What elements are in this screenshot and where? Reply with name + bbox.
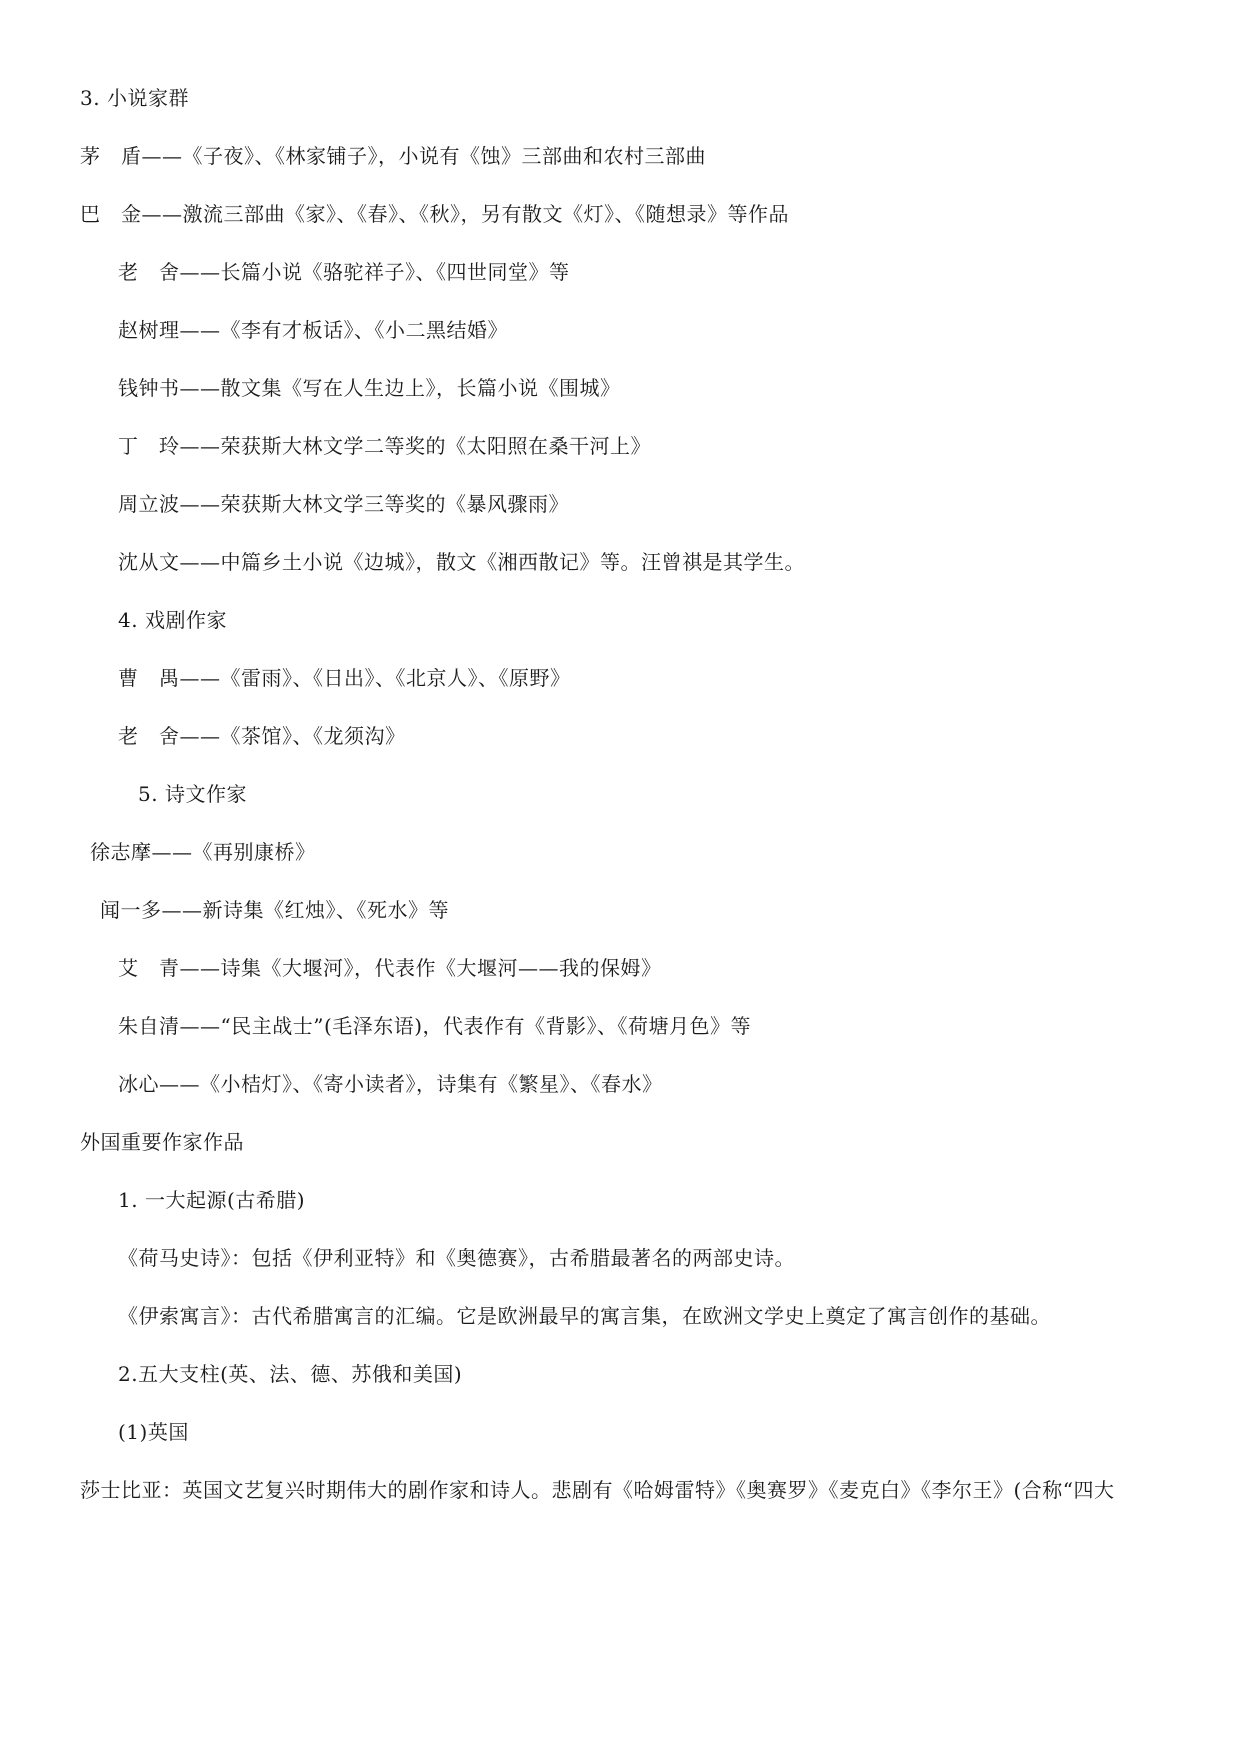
entry-zhao-shuli: 赵树理——《李有才板话》、《小二黑结婚》 bbox=[118, 318, 508, 342]
heading-novelists: 3. 小说家群 bbox=[80, 86, 189, 110]
entry-ai-qing: 艾 青——诗集《大堰河》，代表作《大堰河——我的保姆》 bbox=[118, 956, 662, 980]
heading-ancient-greece: 1. 一大起源(古希腊) bbox=[118, 1188, 306, 1212]
entry-zhu-ziqing: 朱自清——“民主战士”(毛泽东语)，代表作有《背影》、《荷塘月色》等 bbox=[118, 1014, 752, 1038]
heading-foreign-works: 外国重要作家作品 bbox=[80, 1130, 244, 1154]
entry-lao-she-novel: 老 舍——长篇小说《骆驼祥子》、《四世同堂》等 bbox=[118, 260, 570, 284]
entry-ba-jin: 巴 金——激流三部曲《家》、《春》、《秋》，另有散文《灯》、《随想录》等作品 bbox=[80, 202, 789, 226]
entry-shen-congwen: 沈从文——中篇乡土小说《边城》，散文《湘西散记》等。汪曾祺是其学生。 bbox=[118, 550, 805, 574]
heading-dramatists: 4. 戏剧作家 bbox=[118, 608, 227, 632]
entry-aesop-fables: 《伊索寓言》：古代希腊寓言的汇编。它是欧洲最早的寓言集，在欧洲文学史上奠定了寓言创作的基础。 bbox=[118, 1304, 1051, 1328]
entry-wen-yiduo: 闻一多——新诗集《红烛》、《死水》等 bbox=[100, 898, 449, 922]
heading-poets: 5. 诗文作家 bbox=[138, 782, 247, 806]
entry-homer-epics: 《荷马史诗》：包括《伊利亚特》和《奥德赛》，古希腊最著名的两部史诗。 bbox=[118, 1246, 795, 1270]
entry-qian-zhongshu: 钱钟书——散文集《写在人生边上》，长篇小说《围城》 bbox=[118, 376, 621, 400]
heading-england: (1)英国 bbox=[118, 1420, 189, 1444]
entry-xu-zhimo: 徐志摩——《再别康桥》 bbox=[90, 840, 316, 864]
entry-ding-ling: 丁 玲——荣获斯大林文学二等奖的《太阳照在桑干河上》 bbox=[118, 434, 651, 458]
entry-zhou-libo: 周立波——荣获斯大林文学三等奖的《暴风骤雨》 bbox=[118, 492, 569, 516]
entry-cao-yu: 曹 禺——《雷雨》、《日出》、《北京人》、《原野》 bbox=[118, 666, 571, 690]
heading-five-pillars: 2.五大支柱(英、法、德、苏俄和美国) bbox=[118, 1362, 463, 1386]
entry-mao-dun: 茅 盾——《子夜》、《林家铺子》，小说有《蚀》三部曲和农村三部曲 bbox=[80, 144, 706, 168]
entry-bing-xin: 冰心——《小桔灯》、《寄小读者》，诗集有《繁星》、《春水》 bbox=[118, 1072, 663, 1096]
entry-lao-she-drama: 老 舍——《茶馆》、《龙须沟》 bbox=[118, 724, 406, 748]
entry-shakespeare: 莎士比亚：英国文艺复兴时期伟大的剧作家和诗人。悲剧有《哈姆雷特》《奥赛罗》《麦克白》《李尔王》(合称“四大 bbox=[80, 1478, 1115, 1502]
